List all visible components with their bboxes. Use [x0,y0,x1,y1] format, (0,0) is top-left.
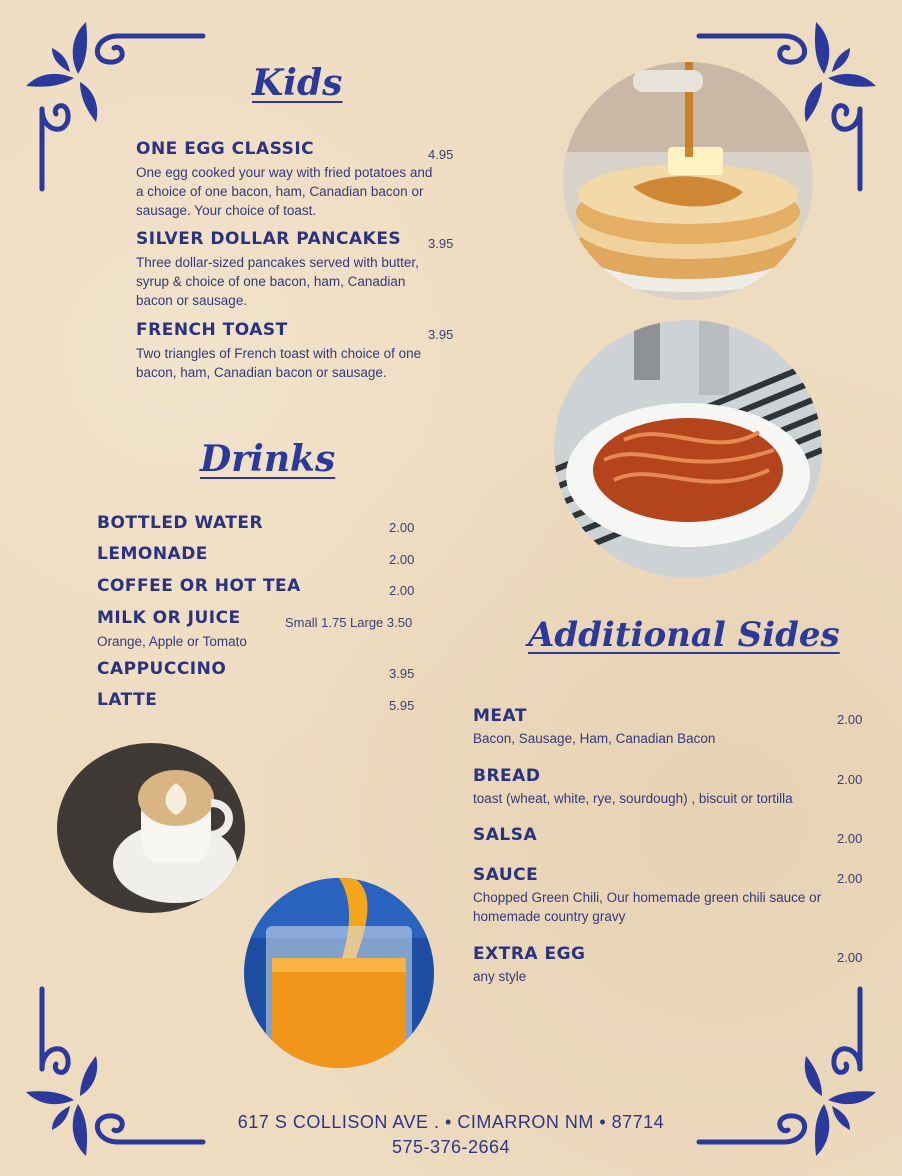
kids-item-desc: Two triangles of French toast with choice of one bacon, ham, Canadian bacon or sausage. [136,346,422,380]
kids-item-name: ONE EGG CLASSIC [136,139,315,159]
sides-item-desc: toast (wheat, white, rye, sourdough) , biscuit or tortilla [473,791,793,806]
kids-item-desc: One egg cooked your way with fried potatoes and a choice of one bacon, ham, Canadian bacon or sausage. Your choice of toast. [136,165,433,218]
footer-address: 617 S COLLISON AVE . • CIMARRON NM • 87714 [237,1112,665,1132]
sides-item-desc: Chopped Green Chili, Our homemade green chili sauce or homemade country gravy [473,890,822,924]
drinks-item-price: 5.95 [389,698,415,713]
kids-item-name: SILVER DOLLAR PANCAKES [136,229,402,249]
drinks-item-price: 2.00 [389,583,415,598]
sides-item-name: MEAT [473,706,527,726]
kids-item-price: 3.95 [428,236,454,251]
sides-item-price: 2.00 [837,871,863,886]
drinks-item-price: 2.00 [389,552,415,567]
latte-photo [57,743,245,913]
drinks-item-price: 2.00 [389,520,415,535]
sides-item-name: SAUCE [473,865,539,885]
sides-item-name: BREAD [473,766,541,786]
drinks-item-price: Small 1.75 Large 3.50 [285,615,413,630]
kids-item-price: 3.95 [428,327,454,342]
sides-item-desc: any style [473,969,527,984]
drinks-item-desc: Orange, Apple or Tomato [97,634,247,649]
drinks-item-price: 3.95 [389,666,415,681]
sides-item-price: 2.00 [837,772,863,787]
drinks-item-name: LEMONADE [97,544,208,564]
sides-item-name: SALSA [473,825,538,845]
drinks-item-name: CAPPUCCINO [97,659,227,679]
sides-item-price: 2.00 [837,950,863,965]
drinks-item-name: MILK OR JUICE [97,608,241,628]
footer-phone: 575-376-2664 [391,1137,511,1157]
drinks-item-name: COFFEE OR HOT TEA [97,576,301,596]
sides-heading: Additional Sides [528,615,840,655]
kids-item-desc: Three dollar-sized pancakes served with butter, syrup & choice of one bacon, ham, Canadian bacon or sausage. [136,255,419,308]
kids-item-price: 4.95 [428,147,454,162]
orange-juice-photo [244,878,434,1068]
drinks-item-name: LATTE [97,690,158,710]
drinks-item-name: BOTTLED WATER [97,513,264,533]
sides-item-price: 2.00 [837,712,863,727]
kids-item-name: FRENCH TOAST [136,320,288,340]
kids-heading: Kids [252,62,343,104]
sides-item-price: 2.00 [837,831,863,846]
bacon-photo [554,320,822,578]
sides-item-desc: Bacon, Sausage, Ham, Canadian Bacon [473,731,716,746]
sides-item-name: EXTRA EGG [473,944,586,964]
pancakes-photo [563,62,813,300]
drinks-heading: Drinks [200,438,336,480]
